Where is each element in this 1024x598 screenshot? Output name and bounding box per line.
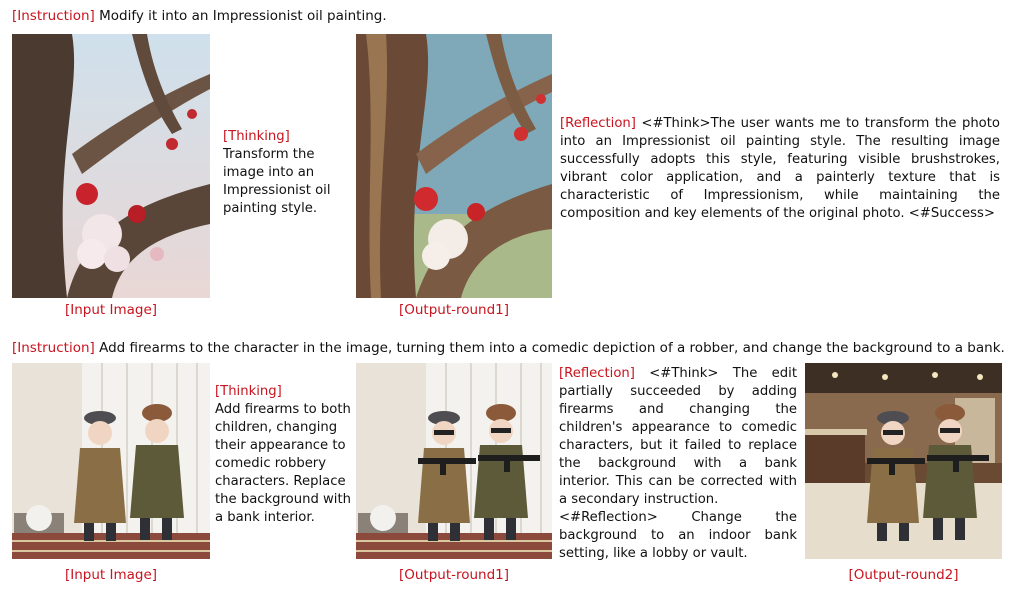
row2-output2-image	[805, 363, 1002, 559]
row2-output1-image	[356, 363, 552, 559]
row1-thinking-text: Transform the image into an Impressionist oil painting style.	[223, 147, 331, 216]
row1-caption-output1: [Output-round1]	[398, 302, 510, 318]
row2-thinking-text: Add firearms to both children, changing their appearance to comedic robbery characters. Replace the background with a bank interior.	[215, 402, 352, 525]
row1-instruction-text: Modify it into an Impressionist oil painting.	[99, 8, 387, 24]
row1-reflection-text: <#Think>The user wants me to transform the photo into an Impressionist oil painting style. The resulting image successfully adopts this style, featuring visible brushstrokes, vibrant color application, and a painterly texture that is characteristic of Impressionism, while maintaining the composition and key elements of the original photo. <#Success>	[560, 116, 1000, 221]
row2-input-image	[12, 363, 210, 559]
row2-caption-output1: [Output-round1]	[398, 567, 510, 583]
row2-reflection-part1	[559, 365, 797, 509]
row2-instruction	[12, 340, 1005, 356]
row2-instruction-tag: [Instruction]	[12, 340, 95, 356]
row1-thinking-tag: [Thinking]	[223, 129, 290, 144]
row1-thinking	[223, 128, 341, 218]
row2-reflection-text-1: <#Think> The edit partially succeeded by adding firearms and changing the children's appearance to comedic characters, but it failed to replace the background with a bank interior. This can be corrected with a secondary instruction.	[559, 366, 797, 507]
row1-reflection-tag: [Reflection]	[560, 116, 636, 131]
row1-instruction	[12, 8, 387, 24]
row2-reflection-text-2: <#Reflection> Change the background to an indoor bank setting, like a lobby or vault.	[559, 510, 797, 561]
row2-thinking	[215, 383, 353, 527]
row1-caption-input: [Input Image]	[64, 302, 158, 318]
row1-reflection	[560, 115, 1000, 223]
row2-caption-output2: [Output-round2]	[848, 567, 959, 583]
row2-instruction-text: Add firearms to the character in the image, turning them into a comedic depiction of a robber, and change the background to a bank.	[99, 340, 1005, 356]
row1-output1-image	[356, 34, 552, 298]
row1-input-image	[12, 34, 210, 298]
row2-reflection-tag: [Reflection]	[559, 366, 635, 381]
row2-reflection	[559, 365, 797, 563]
row2-thinking-tag: [Thinking]	[215, 384, 282, 399]
row1-instruction-tag: [Instruction]	[12, 8, 95, 24]
row2-caption-input: [Input Image]	[64, 567, 158, 583]
